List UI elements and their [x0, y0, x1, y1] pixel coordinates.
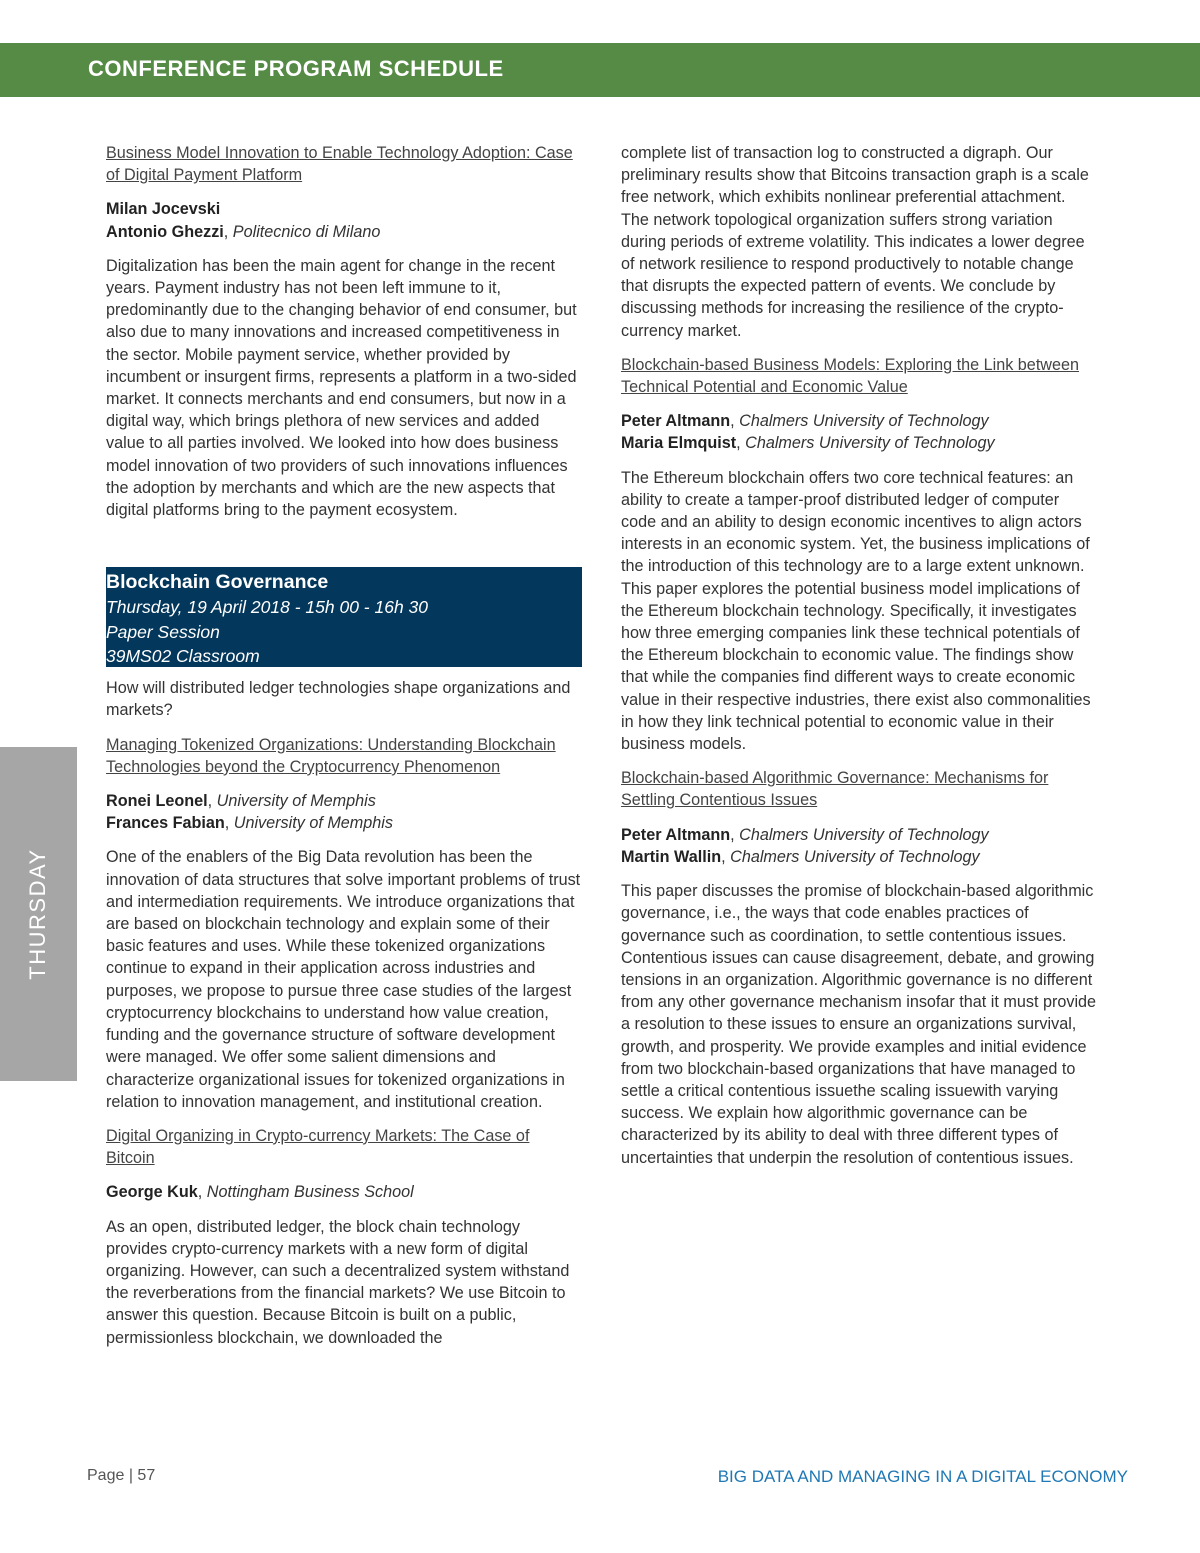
author-line: Peter Altmann, Chalmers University of Technology	[621, 825, 989, 844]
session-question: How will distributed ledger technologies shape organizations and markets?	[106, 679, 571, 720]
author-line	[106, 198, 582, 220]
left-column	[106, 142, 582, 1361]
paper-title-link[interactable]: Business Model Innovation to Enable Technology Adoption: Case of Digital Payment Platform	[106, 144, 573, 185]
paper-abstract: One of the enablers of the Big Data revolution has been the innovation of data structures that solve important problems of trust and intermediation requirements. We introduce organizations that are based on blockchain technology and explain some of their basic features and uses. While these tokenized organizations continue to expand in their application across industries and purposes, we propose to pursue three case studies of the largest cryptocurrency blockchains to understand how value creation, funding and the governance structure of software development were managed. We offer some salient dimensions and characterize organizational issues for tokenized organizations in relation to innovation management, and institutional creation.	[106, 848, 581, 1111]
page-number: Page | 57	[87, 1467, 156, 1484]
day-side-tab	[0, 747, 77, 1081]
paper-abstract-continued: complete list of transaction log to constructed a digraph. Our preliminary results show that Bitcoins transaction graph is a scale free network, which exhibits nonlinear preferential attachment. The network topological organization suffers strong variation during periods of extreme volatility. This indicates a lower degree of network resilience to respond productively to notable change that disrupts the expected pattern of events. We conclude by discussing methods for increasing the resilience of the crypto-currency market.	[621, 144, 1089, 340]
author-affiliation: Chalmers University of Technology	[739, 412, 989, 431]
paper-title-link[interactable]: Digital Organizing in Crypto-currency Markets: The Case of Bitcoin	[106, 1126, 530, 1168]
author-affiliation: Chalmers University of Technology	[730, 847, 980, 866]
paper-entry	[621, 767, 1097, 1168]
paper-authors	[106, 198, 582, 242]
paper-authors	[106, 1181, 582, 1203]
author-line: Antonio Ghezzi, Politecnico di Milano	[106, 222, 381, 241]
author-affiliation: Chalmers University of Technology	[739, 825, 989, 844]
session-room: 39MS02 Classroom	[106, 646, 260, 667]
author-affiliation: Nottingham Business School	[206, 1183, 414, 1202]
author-line: Frances Fabian, University of Memphis	[106, 814, 393, 833]
author-name: Antonio Ghezzi	[106, 222, 224, 241]
day-side-tab-label: THURSDAY	[25, 848, 50, 980]
paper-abstract: Digitalization has been the main agent for change in the recent years. Payment industry has not been left immune to it, predominantly due to the changing behavior of end consumer, but also due to many innovations and increased competitiveness in the sector. Mobile payment service, whether provided by incumbent or insurgent firms, represents a platform in a two-sided market. It connects merchants and end consumers, but now in a digital way, which brings plethora of new services and added value to all parties involved. We looked into how does business model innovation of two providers of such innovations influences the adoption by merchants and which are the new aspects that digital platforms bring to the payment ecosystem.	[106, 256, 577, 520]
paper-authors	[621, 824, 1097, 868]
paper-entry	[106, 1125, 582, 1349]
author-name: Peter Altmann	[621, 825, 731, 844]
paper-title-link[interactable]: Managing Tokenized Organizations: Understanding Blockchain Technologies beyond the Cryptocurrency Phenomenon	[106, 735, 556, 776]
author-line: George Kuk, Nottingham Business School	[106, 1183, 414, 1202]
paper-entry	[106, 734, 582, 1113]
paper-authors	[106, 790, 582, 834]
session-datetime: Thursday, 19 April 2018 - 15h 00 - 16h 30	[106, 597, 429, 618]
author-line: Peter Altmann, Chalmers University of Technology	[621, 412, 989, 431]
right-column	[621, 142, 1097, 1181]
paper-abstract: The Ethereum blockchain offers two core technical features: an ability to create a tamper-proof distributed ledger of computer code and an ability to design economic incentives to align actors interests in an economic system. Yet, the business implications of the introduction of this technology are to a large extent unknown. This paper explores the potential business model implications of the Ethereum blockchain technology. Specifically, it investigates how three emerging companies link these technical potentials of the Ethereum blockchain to economic value. The findings show that while the companies find different ways to create economic value in their respective industries, there exist also commonalities in how they link technical potential to economic value in their business models.	[621, 468, 1091, 754]
author-affiliation: University of Memphis	[233, 814, 393, 833]
author-line: Ronei Leonel, University of Memphis	[106, 792, 376, 811]
paper-authors	[621, 410, 1097, 454]
session-header-box	[106, 567, 582, 667]
author-name: George Kuk	[106, 1183, 198, 1202]
author-affiliation: University of Memphis	[216, 792, 376, 811]
author-name: Frances Fabian	[106, 814, 225, 833]
header-title: CONFERENCE PROGRAM SCHEDULE	[88, 56, 504, 81]
paper-title-link[interactable]: Blockchain-based Business Models: Exploring the Link between Technical Potential and Economic Value	[621, 355, 1080, 397]
author-line: Maria Elmquist, Chalmers University of Technology	[621, 434, 995, 453]
author-name: Martin Wallin	[621, 847, 722, 866]
author-name: Ronei Leonel	[106, 792, 208, 811]
author-name: Peter Altmann	[621, 412, 731, 431]
paper-abstract: This paper discusses the promise of blockchain-based algorithmic governance, i.e., the ways that code enables practices of governance such as coordination, to settle contentious issues. Contentious issues can cause disagreement, debate, and growing tensions in an organization. Algorithmic governance is no different from any other governance mechanism insofar that it must provide a resolution to these issues to ensure an organizations survival, growth, and prosperity. We provide examples and initial evidence from two blockchain-based organizations that have managed to settle a critical contentious issuethe scaling issuewith varying success. We explain how algorithmic governance can be characterized by its ability to deal with three different types of uncertainties that underpin the resolution of contentious issues.	[621, 882, 1097, 1167]
paper-entry	[106, 142, 582, 521]
paper-entry	[621, 354, 1097, 755]
page-header	[0, 43, 1200, 97]
author-line: Martin Wallin, Chalmers University of Technology	[621, 847, 980, 866]
author-affiliation: Chalmers University of Technology	[745, 434, 995, 453]
publication-title: BIG DATA AND MANAGING IN A DIGITAL ECONOMY	[717, 1467, 1128, 1486]
author-name: Maria Elmquist	[621, 434, 737, 453]
paper-abstract: As an open, distributed ledger, the block chain technology provides crypto-currency markets with a new form of digital organizing. However, can such a decentralized system withstand the reverberations from the financial markets? We use Bitcoin to answer this question. Because Bitcoin is built on a public, permissionless blockchain, we downloaded the	[106, 1217, 570, 1347]
paper-title-link[interactable]: Blockchain-based Algorithmic Governance: Mechanisms for Settling Contentious Issues	[621, 769, 1049, 810]
session-name: Blockchain Governance	[106, 571, 329, 594]
author-affiliation: Politecnico di Milano	[232, 222, 381, 241]
session-type: Paper Session	[106, 621, 220, 642]
author-name: Milan Jocevski	[106, 200, 221, 219]
